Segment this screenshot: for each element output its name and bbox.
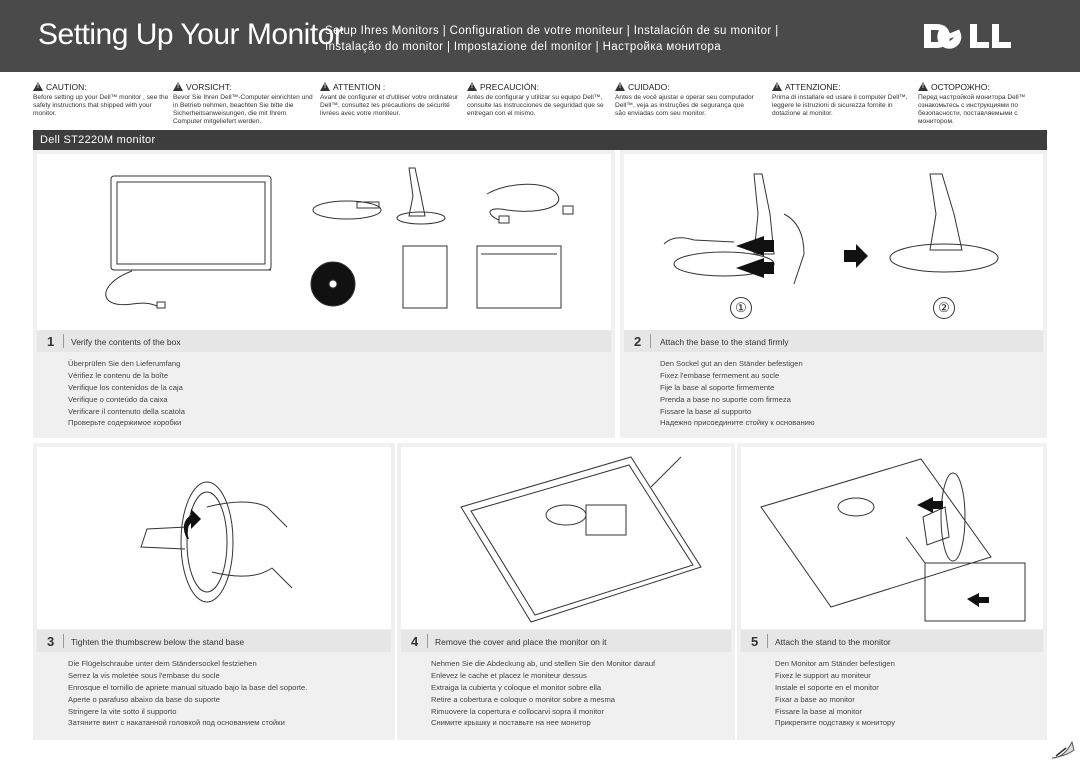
step-4-panel [397,443,735,740]
attach-base-illustration [624,154,1043,330]
step-divider [63,634,64,648]
step-1-panel [33,150,615,438]
subtitle-line-2: Instalação do monitor | Impostazione del monitor | Настройка монитора [325,41,721,53]
box-contents-illustration [37,154,611,330]
warning-icon [173,82,183,91]
model-bar [33,130,1047,150]
step-divider [767,634,768,648]
thumbscrew-illustration [37,447,391,629]
caution-block: ! VORSICHT: Bevor Sie Ihren Dell™-Computer einrichten und in Betrieb nehmen, beachten Sie bitte die Sicherheitsanweisungen, die mit Ihrem Computer mitgeliefert werden. [173,82,313,126]
step-divider [650,334,651,348]
warning-icon [467,82,477,91]
page-title: Setting Up Your Monitor [38,18,344,51]
step-title: Tighten the thumbscrew below the stand base [71,637,245,647]
step-1-translations: Überprüfen Sie den Lieferumfang Vérifiez le contenu de la boîte Verifique los contenidos de la caja Verifique o conteúdo da caixa Verificare il contenuto della scatola Проверьте содержимое коробки [68,359,185,428]
step-5-panel [737,443,1047,740]
sub-step-marker: ① [730,297,752,319]
step-3-panel [33,443,395,740]
warning-icon [772,82,782,91]
step-1-illustration [37,154,611,330]
step-4-title-bar [401,630,731,652]
attach-stand-illustration [741,447,1043,629]
warning-icon [33,82,43,91]
remove-cover-illustration [401,447,731,629]
step-number: 5 [751,634,759,649]
step-title: Attach the base to the stand firmly [660,337,789,347]
step-5-title-bar [741,630,1043,652]
sub-step-marker: ② [933,297,955,319]
step-number: 4 [411,634,419,649]
step-3-illustration [37,447,391,629]
step-title: Attach the stand to the monitor [775,637,891,647]
step-divider [63,334,64,348]
caution-block: ! ATTENTION : Avant de configurer et d'utiliser votre ordinateur Dell™, consultez les précautions de sécurité livrées avec votre moniteur. [320,82,460,118]
step-1-title-bar [37,330,611,352]
step-5-translations: Den Monitor am Ständer befestigen Fixez le support au moniteur Instale el soporte en el monitor Fixar a base ao monitor Fissare la base al monitor Прикрепите подставку к монитору [775,659,895,728]
step-number: 1 [47,334,55,349]
dell-logo [920,18,1028,54]
step-2-panel [620,150,1047,438]
step-3-title-bar [37,630,391,652]
step-number: 3 [47,634,55,649]
caution-block: ! PRECAUCIÓN: Antes de configurar y utilizar su equipo Dell™, consulte las instrucciones de seguridad que se entregan con el mismo. [467,82,607,118]
step-2-translations: Den Sockel gut an den Ständer befestigen Fixez l'embase fermement au socle Fije la base al soporte firmemente Prenda a base no suporte com firmeza Fissare la base al supporto Надежно присоедините стойку к основанию [660,359,815,428]
warning-icon [615,82,625,91]
caution-block: ! CUIDADO: Antes de você ajustar e operar seu computador Dell™, veja as instruções de segurança que são enviadas com seu monitor. [615,82,755,118]
step-title: Verify the contents of the box [71,337,181,347]
step-number: 2 [634,334,642,349]
caution-block: ! ОСТОРОЖНО: Перед настройкой монитора Dell™ ознакомьтесь с инструкциями по безопасности, поставляемыми с монитором. [918,82,1053,126]
step-3-translations: Die Flügelschraube unter dem Ständersockel festziehen Serrez la vis moletée sous l'embase du socle Enrosque el tornillo de apriete manual situado bajo la base del soporte. Aperte o parafuso abaixo da base do suporte Stringere la vite sotto il supporto Затяните винт с накатанной головкой под основанием стойки [68,659,308,728]
page-turn-icon[interactable] [1050,738,1076,760]
step-4-illustration [401,447,731,629]
step-2-illustration [624,154,1043,330]
caution-block: ! CAUTION: Before setting up your Dell™ monitor , see the safety instructions that shipped with your monitor. [33,82,173,118]
step-title: Remove the cover and place the monitor on it [435,637,607,647]
warning-icon [320,82,330,91]
model-name: Dell ST2220M monitor [40,134,156,146]
step-5-illustration [741,447,1043,629]
warning-icon [918,82,928,91]
step-divider [427,634,428,648]
step-4-translations: Nehmen Sie die Abdeckung ab, und stellen Sie den Monitor darauf Enlevez le cache et placez le moniteur dessus Extraiga la cubierta y coloque el monitor sobre ella Retire a cobertura e coloque o monitor sobre a mesma Rimuovere la copertura e collocarvi sopra il monitor Снимите крышку и поставьте на нее монитор [431,659,656,728]
step-2-title-bar [624,330,1043,352]
caution-block: ! ATTENZIONE: Prima di installare ed usare il computer Dell™, leggere le istruzioni di sicurezza fornite in dotazione al monitor. [772,82,912,118]
subtitle-line-1: Setup Ihres Monitors | Configuration de votre moniteur | Instalación de su monitor | [325,25,779,37]
